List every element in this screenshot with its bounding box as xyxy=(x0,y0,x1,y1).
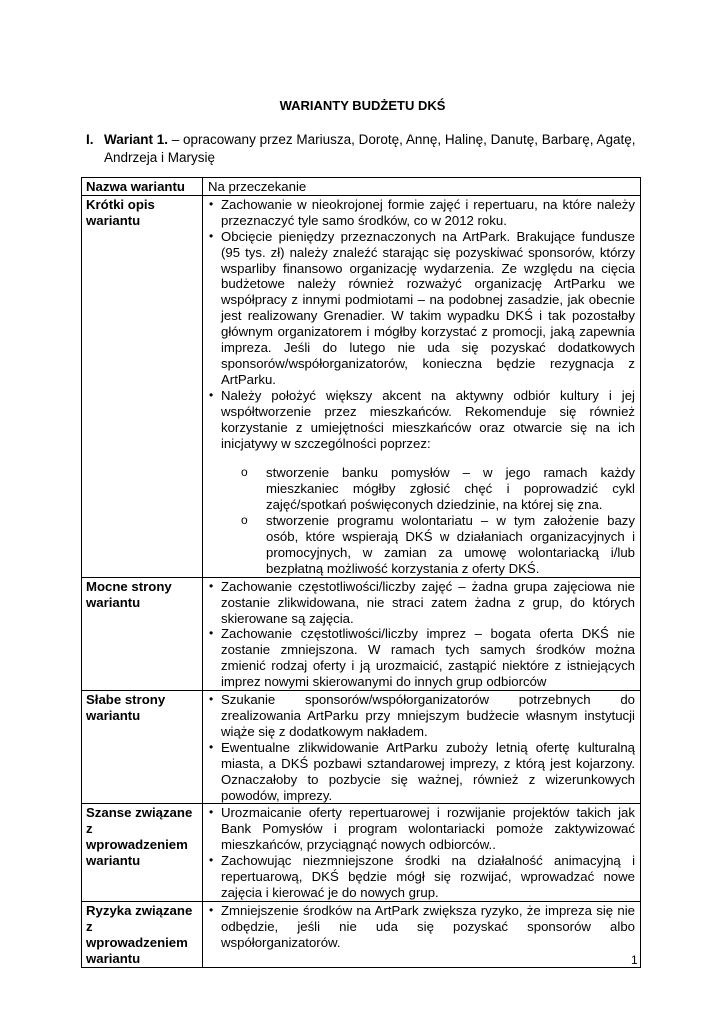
section-numeral: I. xyxy=(86,132,94,147)
bullet-item: • Zachowanie w nieokrojonej formie zajęć i repertuaru, na które należy przeznaczyć tyle samo środków, co w 2012 roku. xyxy=(208,197,635,229)
table-row xyxy=(82,195,641,577)
variant-name: Wariant 1. xyxy=(104,132,169,147)
bullet-item: • Zachowując niezmniejszone środki na działalność animacyjną i repertuarową, DKŚ będzie mógł się rozwijać, wprowadzać nowe zajęcia i kierować je do nowych grup. xyxy=(208,853,635,901)
variant-table xyxy=(81,177,641,968)
row-content: Na przeczekanie xyxy=(203,178,641,196)
bullet-item xyxy=(208,388,635,577)
bullet-item: • Ewentualne zlikwidowanie ArtParku zuboży letnią ofertę kulturalną miasta, a DKŚ pozbawi sztandarowej imprezy, z którą jest kojarzony. Oznaczałoby to pozbycie się ważnej, również z wizerunkowych powodów, imprezy. xyxy=(208,740,635,804)
table-row xyxy=(82,178,641,196)
table-row xyxy=(82,901,641,967)
variant-authors-line2: Andrzeja i Marysię xyxy=(104,150,216,165)
row-label: Nazwa wariantu xyxy=(82,178,203,196)
row-content xyxy=(203,195,641,577)
row-content xyxy=(203,804,641,901)
bullet-item: • Zachowanie częstotliwości/liczby imprez – bogata oferta DKŚ nie zostanie zmniejszona. W ramach tych samych środków można zmienić rodzaj oferty i ją urozmaicić, zastąpić niektóre z istniejących imprez nowymi skierowanymi do innych grup odbiorców xyxy=(208,626,635,690)
table-row xyxy=(82,804,641,901)
row-label: Krótki opis wariantu xyxy=(82,195,203,577)
row-content xyxy=(203,691,641,804)
variant-authors-line1: – opracowany przez Mariusza, Dorotę, Annę, Halinę, Danutę, Barbarę, Agatę, xyxy=(168,132,636,147)
bullet-item: • Urozmaicanie oferty repertuarowej i rozwijanie projektów takich jak Bank Pomysłów i program wolontariacki pomoże zaktywizować mieszkańców, przyciągnąć nowych odbiorców.. xyxy=(208,805,635,853)
table-row xyxy=(82,691,641,804)
bullet-item: • Obcięcie pieniędzy przeznaczonych na ArtPark. Brakujące fundusze (95 tys. zł) należy znaleźć starając się pozyskiwać sponsorów, którzy wsparliby finansowo organizację wydarzenia. Ze względu na cięcia budżetowe należy również rozważyć organizację ArtParku we współpracy z innymi podmiotami – na podobnej zasadzie, jak obecnie jest realizowany Grenadier. W takim wypadku DKŚ i tak pozostałby głównym organizatorem i mógłby korzystać z promocji, jaką zapewnia impreza. Jeśli do lutego nie uda się pozyskać dodatkowych sponsorów/współorganizatorów, konieczna będzie rezygnacja z ArtParku. xyxy=(208,229,635,388)
row-content xyxy=(203,577,641,690)
row-content xyxy=(203,901,641,967)
sub-bullet-item: o stworzenie banku pomysłów – w jego ramach każdy mieszkaniec mógłby zgłosić chęć i poprowadzić cykl zajęć/spotkań poświęconych dziedzinie, na której się zna. xyxy=(239,465,635,513)
row-label: Szanse związane z wprowadzeniem wariantu xyxy=(82,804,203,901)
row-label: Mocne strony wariantu xyxy=(82,577,203,690)
page-number: 1 xyxy=(631,953,638,967)
row-label: Słabe strony wariantu xyxy=(82,691,203,804)
bullet-item: • Szukanie sponsorów/współorganizatorów potrzebnych do zrealizowania ArtParku przy mniejszym budżecie własnym instytucji wiąże się z dodatkowym nakładem. xyxy=(208,692,635,740)
row-label: Ryzyka związane z wprowadzeniem wariantu xyxy=(82,901,203,967)
bullet-item: • Zachowanie częstotliwości/liczby zajęć – żadna grupa zajęciowa nie zostanie zlikwidowana, nie straci zatem żadna z grup, do których skierowane są zajęcia. xyxy=(208,579,635,627)
variant-heading xyxy=(86,131,646,167)
sub-bullet-item: o stworzenie programu wolontariatu – w tym założenie bazy osób, które wspierają DKŚ w działaniach organizacyjnych i promocyjnych, w zamian za umowę wolontariacką i/lub bezpłatną możliwość korzystania z oferty DKŚ. xyxy=(239,513,635,577)
bullet-text: Należy położyć większy akcent na aktywny odbiór kultury i jej współtworzenie przez mieszkańców. Rekomenduje się również korzystanie z umiejętności mieszkańców oraz otwarcie się na ich inicjatywy w szczególności poprzez: xyxy=(221,387,635,451)
table-row xyxy=(82,577,641,690)
document-title: WARIANTY BUDŻETU DKŚ xyxy=(279,98,446,113)
bullet-item: • Zmniejszenie środków na ArtPark zwiększa ryzyko, że impreza się nie odbędzie, jeśli nie uda się pozyskać sponsorów albo współorganizatorów. xyxy=(208,903,635,951)
